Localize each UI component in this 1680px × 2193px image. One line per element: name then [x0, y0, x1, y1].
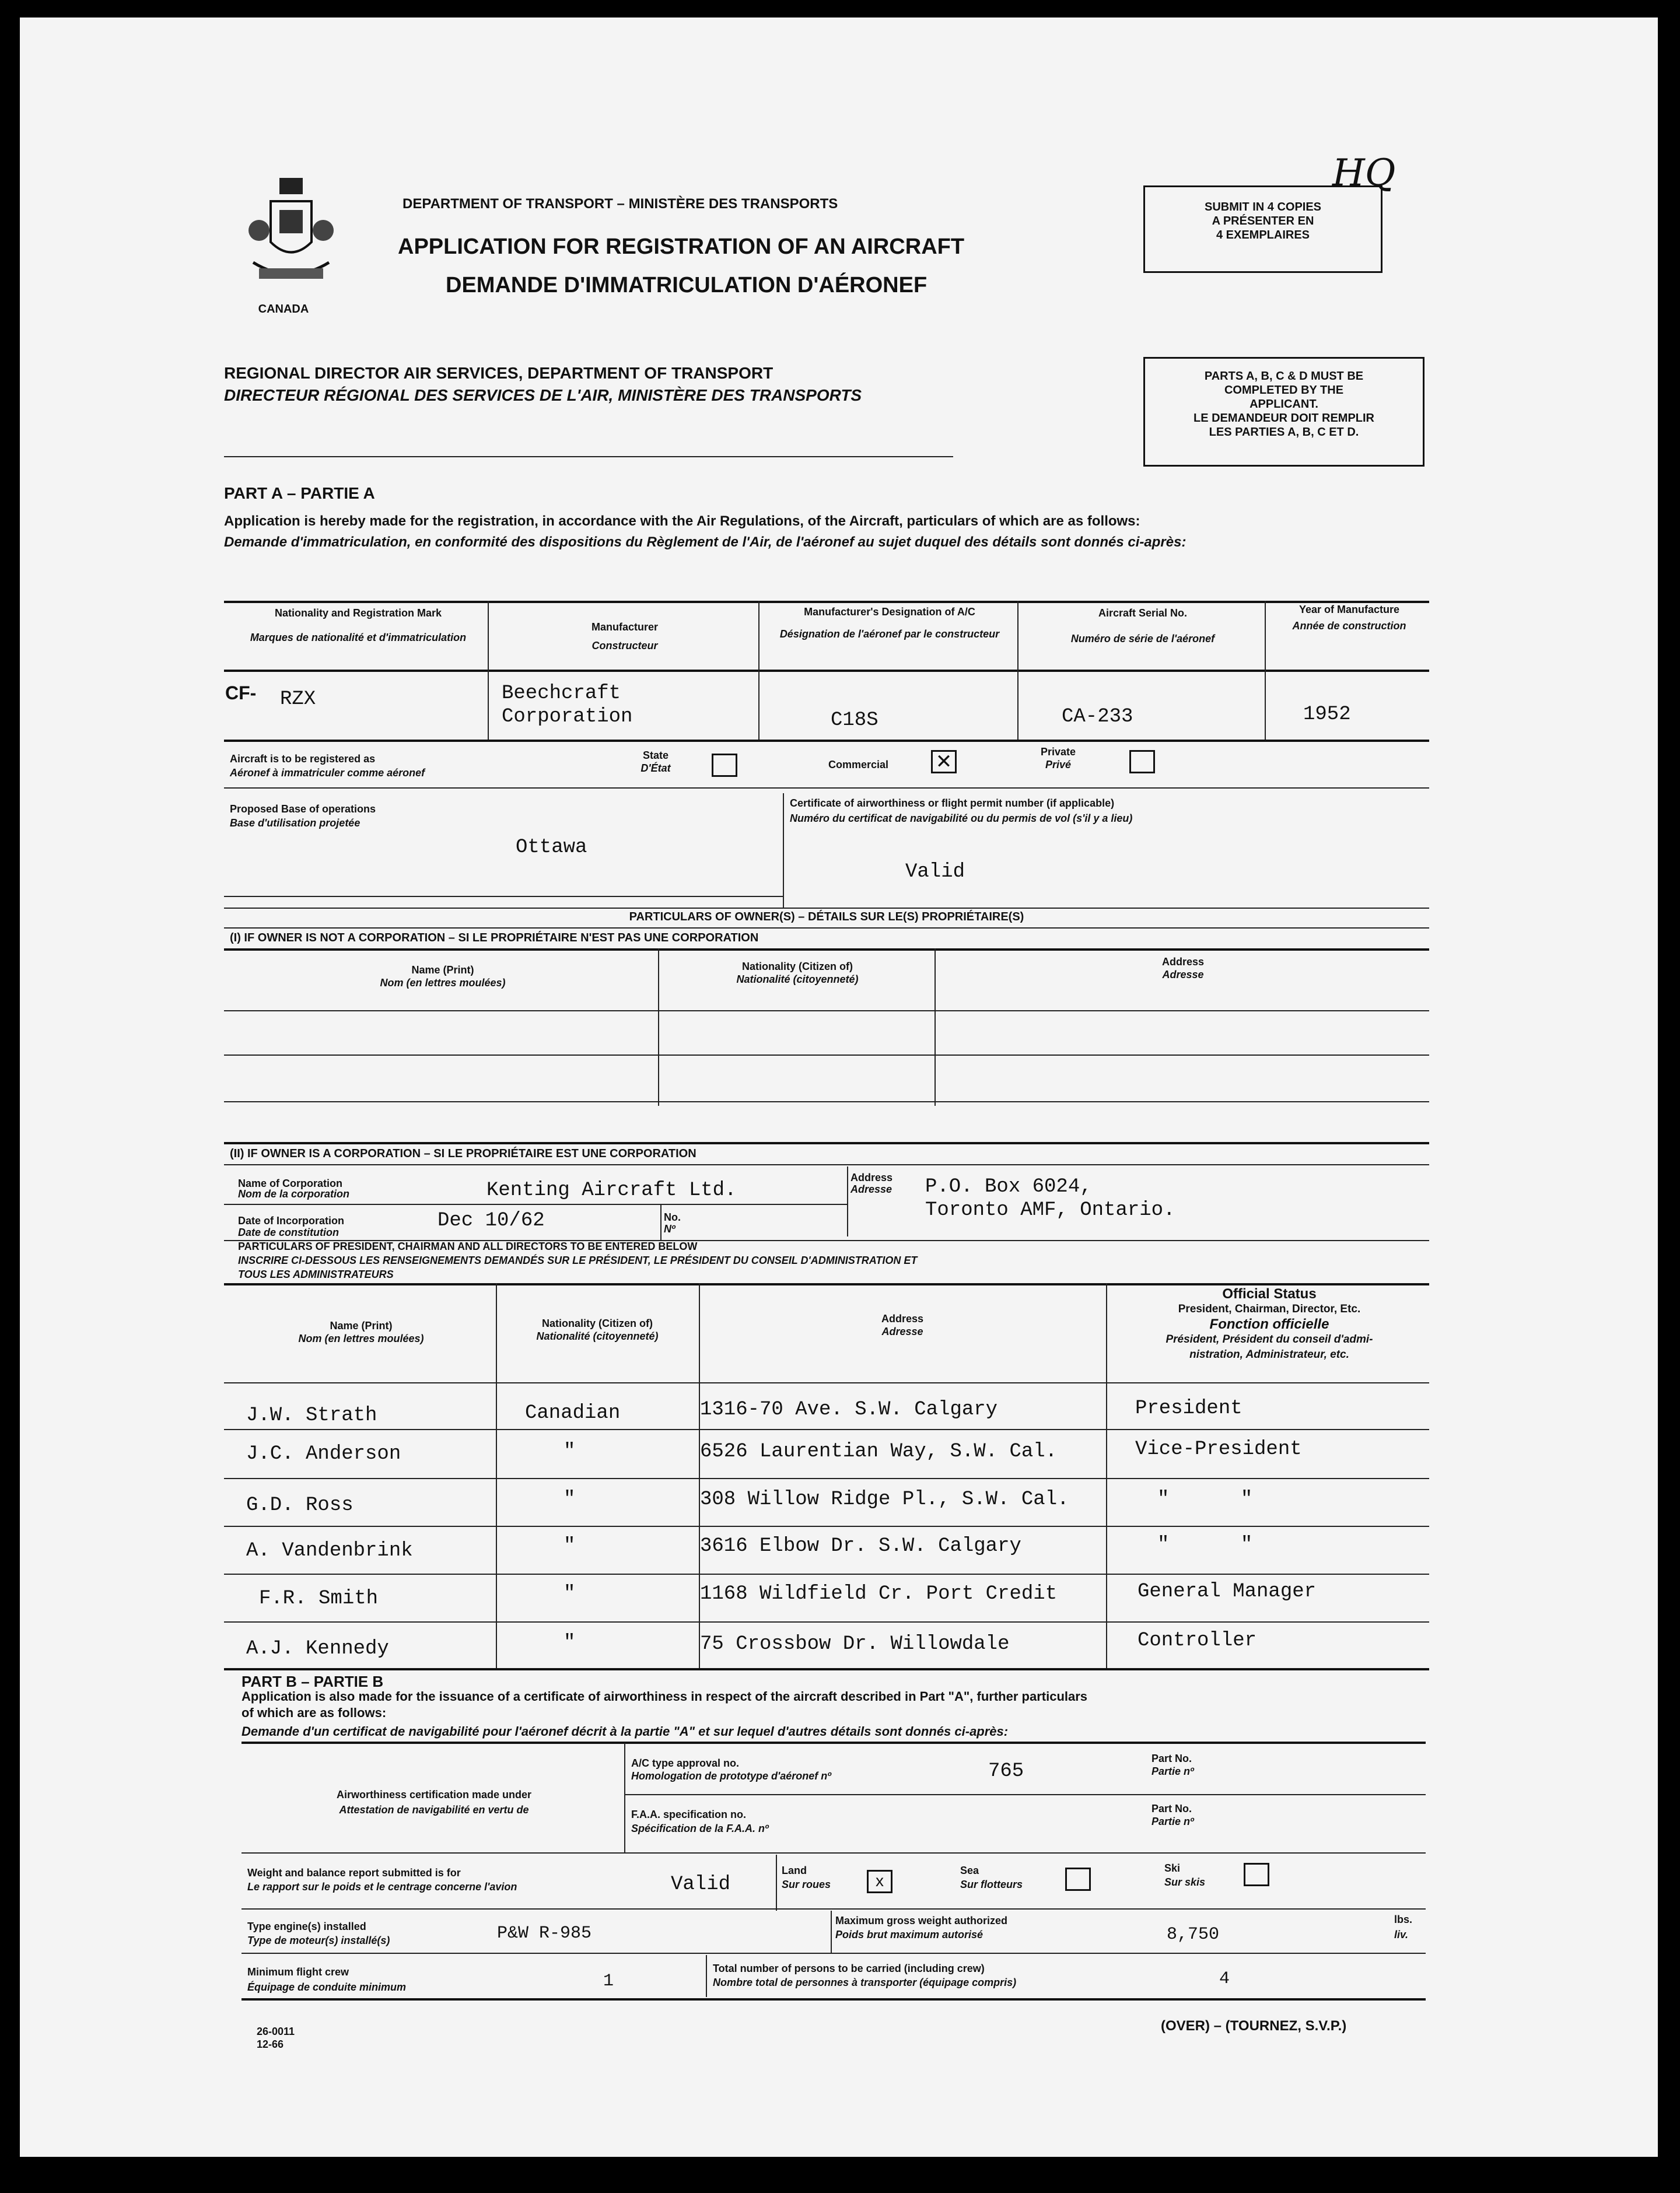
director-status: General Manager: [1138, 1581, 1317, 1603]
mgw-unit-liv: liv.: [1394, 1929, 1409, 1940]
director-address: 1168 Wildfield Cr. Port Credit: [700, 1583, 1058, 1605]
ac-type-label-en: A/C type approval no.: [631, 1757, 740, 1769]
director-name: G.D. Ross: [246, 1494, 354, 1516]
corp-name-value: Kenting Aircraft Ltd.: [487, 1179, 737, 1201]
crew-divider: [706, 1955, 707, 1997]
col-header-manufacturer: [494, 621, 756, 652]
sea-label-fr: Sur flotteurs: [960, 1879, 1023, 1890]
state-label-fr: D'État: [640, 762, 671, 774]
owners1-nat-en: Nationality (Citizen of): [742, 961, 853, 972]
owners1-name-en: Name (Print): [411, 964, 474, 976]
directors-addr-fr: Adresse: [881, 1326, 923, 1337]
col-year-en: Year of Manufacture: [1298, 604, 1400, 615]
directors-name-header: [230, 1319, 492, 1345]
submit-line-2: A PRÉSENTER EN: [1212, 215, 1314, 227]
sea-label-en: Sea: [960, 1865, 979, 1876]
directors-heading-fr1: INSCRIRE CI-DESSOUS LES RENSEIGNEMENTS DEMANDÉS SUR LE PRÉSIDENT, LE PRÉSIDENT DU CONSEIL D'ADMINISTRATION ET: [238, 1255, 918, 1266]
base-label-fr: Base d'utilisation projetée: [230, 817, 360, 829]
table-row: [224, 1386, 1429, 1432]
director-row-line-2: [224, 1478, 1429, 1479]
no-label-en: No.: [664, 1211, 681, 1223]
persons-label-en: Total number of persons to be carried (including crew): [713, 1963, 985, 1974]
corp-name-label-en: Name of Corporation: [238, 1178, 343, 1189]
ski-label-fr: Sur skis: [1164, 1876, 1206, 1888]
owners-heading: PARTICULARS OF OWNER(S) – DÉTAILS SUR LE(S) PROPRIÉTAIRE(S): [629, 910, 1024, 923]
engine-label-en: Type engine(s) installed: [247, 1921, 366, 1932]
engine-row-bottom: [242, 1953, 1426, 1954]
directors-rows: [224, 1386, 1429, 1668]
owners1-name-fr: Nom (en lettres moulées): [380, 977, 506, 989]
addressee-fr: DIRECTEUR RÉGIONAL DES SERVICES DE L'AIR, MINISTÈRE DES TRANSPORTS: [224, 386, 862, 404]
aw-divider: [624, 1743, 625, 1854]
faa-label-fr: Spécification de la F.A.A. nº: [631, 1823, 769, 1834]
owners-heading-line: [224, 927, 1429, 929]
directors-heading-fr2: TOUS LES ADMINISTRATEURS: [238, 1269, 394, 1280]
director-address: 6526 Laurentian Way, S.W. Cal.: [700, 1441, 1058, 1463]
col-designation-fr: Désignation de l'aéronef par le constructeur: [779, 628, 1000, 640]
corp-addr-label-fr: Adresse: [850, 1183, 892, 1195]
col-header-serial: [1023, 607, 1262, 645]
submit-line-3: 4 EXEMPLAIRES: [1216, 229, 1310, 241]
director-nationality: ": [564, 1632, 576, 1654]
mgw-value: 8,750: [1167, 1925, 1220, 1945]
ac-type-row-bottom: [624, 1794, 1426, 1795]
directors-status-header: [1110, 1287, 1429, 1362]
addressee-en: REGIONAL DIRECTOR AIR SERVICES, DEPARTMENT OF TRANSPORT: [224, 364, 774, 382]
director-address: 3616 Elbow Dr. S.W. Calgary: [700, 1535, 1021, 1557]
crew-value: 1: [603, 1971, 614, 1991]
directors-header-bottom: [224, 1382, 1429, 1383]
owners1-addr-en: Address: [1161, 956, 1205, 968]
part-b-intro-en1: Application is also made for the issuance of a certificate of airworthiness in respect of the aircraft described in Part "A", further particulars: [242, 1689, 1088, 1704]
land-label-fr: Sur roues: [782, 1879, 831, 1890]
col-manufacturer-en: Manufacturer: [591, 621, 659, 633]
sea-checkbox[interactable]: [1065, 1868, 1091, 1891]
directors-nat-en: Nationality (Citizen of): [542, 1318, 653, 1329]
col-designation-en: Manufacturer's Designation of A/C: [804, 606, 975, 618]
mgw-unit-lbs: lbs.: [1394, 1914, 1413, 1925]
director-address: 75 Crossbow Dr. Willowdale: [700, 1633, 1010, 1655]
commercial-checkbox[interactable]: ✕: [931, 750, 957, 773]
manufacturer-value-2: Corporation: [502, 706, 633, 728]
parts-line-5: LES PARTIES A, B, C ET D.: [1209, 426, 1359, 439]
crew-label-en: Minimum flight crew: [247, 1966, 349, 1978]
directors-status-en: Official Status: [1222, 1286, 1317, 1302]
aircraft-table-header-bottom: [224, 670, 1429, 672]
parts-line-4: LE DEMANDEUR DOIT REMPLIR: [1194, 412, 1374, 425]
table-row: [224, 1432, 1429, 1479]
private-label: [1035, 745, 1082, 771]
aircraft-table-bottom: [224, 740, 1429, 742]
directors-name-fr: Nom (en lettres moulées): [298, 1333, 424, 1344]
wb-divider: [776, 1855, 777, 1911]
cert-label-fr: Numéro du certificat de navigabilité ou du permis de vol (s'il y a lieu): [790, 812, 1133, 824]
part-b-intro-en2: of which are as follows:: [242, 1705, 387, 1720]
directors-addr-header: [701, 1312, 1104, 1338]
form-date: 12-66: [257, 2038, 284, 2050]
serial-value: CA-233: [1062, 706, 1133, 728]
submit-line-1: SUBMIT IN 4 COPIES: [1204, 201, 1322, 213]
col-year-fr: Année de construction: [1292, 620, 1406, 632]
director-name: J.C. Anderson: [246, 1443, 401, 1465]
designation-value: C18S: [831, 709, 878, 731]
corp-addr-divider: [847, 1166, 848, 1236]
col-divider-3: [1017, 601, 1019, 740]
part-b-table-top: [242, 1742, 1426, 1744]
table-row: [224, 1480, 1429, 1527]
corp-addr-line-1: P.O. Box 6024,: [925, 1176, 1092, 1198]
director-nationality: Canadian: [525, 1402, 621, 1424]
ski-label-en: Ski: [1164, 1862, 1181, 1874]
owners-top-line: [224, 908, 1429, 909]
director-name: A.J. Kennedy: [246, 1638, 389, 1660]
parts-required-box: [1143, 357, 1424, 467]
country-label: CANADA: [258, 303, 309, 316]
part-no-label-fr-1: Partie nº: [1152, 1765, 1194, 1777]
director-row-line-3: [224, 1526, 1429, 1527]
persons-value: 4: [1219, 1969, 1230, 1989]
col-nationality-fr: Marques de nationalité et d'immatriculation: [250, 632, 467, 643]
inc-date-value: Dec 10/62: [438, 1210, 545, 1232]
owners1-nat-header: [662, 960, 933, 986]
inc-date-label-fr: Date de constitution: [238, 1227, 340, 1238]
aw-label-fr: Attestation de navigabilité en vertu de: [339, 1804, 529, 1816]
part-no-label-en-2: Part No.: [1152, 1803, 1192, 1814]
nationality-prefix: CF-: [225, 682, 257, 703]
part-a-heading: PART A – PARTIE A: [224, 484, 375, 502]
directors-table-bottom: [224, 1668, 1429, 1670]
parts-line-1: PARTS A, B, C & D MUST BE: [1204, 370, 1364, 383]
cert-value: Valid: [905, 861, 965, 883]
mgw-label-en: Maximum gross weight authorized: [835, 1915, 1008, 1926]
corp-name-bottom: [224, 1204, 847, 1205]
base-value: Ottawa: [516, 836, 587, 859]
persons-label-fr: Nombre total de personnes à transporter (équipage compris): [713, 1977, 1017, 1988]
director-row-line-5: [224, 1621, 1429, 1623]
owners1-col-2: [935, 948, 936, 1106]
register-row-bottom: [224, 787, 1429, 789]
wb-label-fr: Le rapport sur le poids et le centrage concerne l'avion: [247, 1881, 517, 1893]
directors-addr-en: Address: [881, 1313, 924, 1325]
form-number: 26-0011: [257, 2026, 295, 2037]
owners1-row-1: [224, 1010, 1429, 1011]
title-fr: DEMANDE D'IMMATRICULATION D'AÉRONEF: [446, 273, 928, 297]
land-label-en: Land: [782, 1865, 807, 1876]
owners-section-2: (II) IF OWNER IS A CORPORATION – SI LE PROPRIÉTAIRE EST UNE CORPORATION: [230, 1147, 696, 1160]
part-a-intro-en: Application is hereby made for the registration, in accordance with the Air Regulations, of the Aircraft, particulars of which are as follows:: [224, 513, 1140, 529]
col-manufacturer-fr: Constructeur: [592, 640, 658, 651]
parts-line-2: COMPLETED BY THE: [1224, 384, 1344, 397]
directors-status-fr: Fonction officielle: [1209, 1316, 1329, 1332]
director-name: F.R. Smith: [259, 1588, 379, 1610]
part-b-intro-fr: Demande d'un certificat de navigabilité pour l'aéronef décrit à la partie "A" et sur lequel d'autres détails sont donnés ci-après:: [242, 1724, 1009, 1739]
director-name: J.W. Strath: [246, 1404, 377, 1427]
directors-status-fr2: Président, Président du conseil d'admi-: [1166, 1333, 1373, 1346]
col-divider-4: [1265, 601, 1266, 740]
director-status: Controller: [1138, 1630, 1257, 1652]
owners1-name-header: [230, 964, 656, 989]
owners1-row-2: [224, 1055, 1429, 1056]
private-label-fr: Privé: [1045, 759, 1072, 770]
director-nationality: ": [564, 1535, 576, 1557]
director-address: 1316-70 Ave. S.W. Calgary: [700, 1399, 998, 1421]
submit-copies-box: [1143, 185, 1382, 273]
land-checkbox[interactable]: x: [867, 1870, 892, 1893]
director-row-line-4: [224, 1574, 1429, 1575]
ski-checkbox[interactable]: [1244, 1863, 1269, 1886]
director-name: A. Vandenbrink: [246, 1540, 413, 1562]
mgw-label-fr: Poids brut maximum autorisé: [835, 1929, 984, 1940]
owners1-addr-fr: Adresse: [1162, 969, 1204, 980]
col-header-designation: [764, 605, 1015, 640]
col-nationality-en: Nationality and Registration Mark: [274, 607, 442, 619]
base-cert-divider: [783, 793, 784, 908]
engine-value: P&W R-985: [497, 1924, 592, 1943]
table-row: [224, 1624, 1429, 1668]
cert-label-en: Certificate of airworthiness or flight permit number (if applicable): [790, 797, 1115, 809]
wb-row-bottom: [242, 1908, 1426, 1910]
ac-type-label-fr: Homologation de prototype d'aéronef nº: [631, 1770, 831, 1782]
state-checkbox[interactable]: [712, 754, 737, 777]
wb-value: Valid: [671, 1873, 731, 1896]
private-checkbox[interactable]: [1129, 750, 1155, 773]
director-nationality: ": [564, 1441, 576, 1463]
registration-mark-value: RZX: [280, 688, 316, 710]
ac-type-value: 765: [988, 1760, 1024, 1782]
parts-line-3: APPLICANT.: [1250, 398, 1318, 411]
director-status: Vice-President: [1135, 1438, 1302, 1460]
col-serial-en: Aircraft Serial No.: [1098, 607, 1188, 619]
form-page: [20, 17, 1658, 2157]
directors-heading-en: PARTICULARS OF PRESIDENT, CHAIRMAN AND ALL DIRECTORS TO BE ENTERED BELOW: [238, 1241, 698, 1252]
part-no-label-en-1: Part No.: [1152, 1753, 1192, 1764]
owners2-top-line: [224, 1142, 1429, 1144]
coat-of-arms-icon: [247, 175, 335, 315]
base-row-bottom: [224, 896, 783, 897]
table-row: [224, 1528, 1429, 1575]
director-status: " ": [1157, 1534, 1253, 1556]
faa-label-en: F.A.A. specification no.: [631, 1809, 747, 1820]
director-address: 308 Willow Ridge Pl., S.W. Cal.: [700, 1488, 1069, 1511]
col-header-nationality: [230, 607, 487, 644]
directors-nat-fr: Nationalité (citoyenneté): [536, 1330, 659, 1342]
directors-name-en: Name (Print): [330, 1320, 393, 1332]
aircraft-table-top: [224, 601, 1429, 603]
engine-label-fr: Type de moteur(s) installé(s): [247, 1935, 390, 1946]
directors-status-fr3: nistration, Administrateur, etc.: [1189, 1348, 1349, 1361]
director-row-line-1: [224, 1429, 1429, 1430]
owners1-nat-fr: Nationalité (citoyenneté): [736, 973, 859, 985]
inc-no-divider: [660, 1205, 662, 1240]
inc-date-label-en: Date of Incorporation: [238, 1215, 345, 1227]
register-as-label-fr: Aéronef à immatriculer comme aéronef: [230, 767, 425, 779]
aw-label-en: Airworthiness certification made under: [336, 1789, 532, 1800]
table-row: [224, 1576, 1429, 1623]
aw-row-bottom: [242, 1852, 1426, 1854]
over-note: (OVER) – (TOURNEZ, S.V.P.): [1161, 2018, 1347, 2034]
corp-addr-line-2: Toronto AMF, Ontario.: [925, 1199, 1175, 1221]
register-as-label-en: Aircraft is to be registered as: [230, 753, 376, 765]
no-label-fr: Nº: [664, 1223, 676, 1235]
part-no-label-fr-2: Partie nº: [1152, 1816, 1194, 1827]
manufacturer-value-1: Beechcraft: [502, 682, 621, 705]
addressee-line: [224, 456, 953, 457]
owners-section-1: (I) IF OWNER IS NOT A CORPORATION – SI LE PROPRIÉTAIRE N'EST PAS UNE CORPORATION: [230, 931, 759, 944]
col-divider-2: [758, 601, 760, 740]
crew-label-fr: Équipage de conduite minimum: [247, 1981, 407, 1993]
owners2-heading-line: [224, 1164, 1429, 1165]
owners1-row-3: [224, 1101, 1429, 1102]
directors-status-en2: President, Chairman, Director, Etc.: [1178, 1303, 1361, 1315]
col-header-year: [1270, 603, 1428, 632]
state-label: [632, 749, 679, 775]
directors-nat-header: [498, 1317, 696, 1343]
title-en: APPLICATION FOR REGISTRATION OF AN AIRCRAFT: [398, 234, 965, 259]
director-nationality: ": [564, 1583, 576, 1605]
engine-divider: [831, 1911, 832, 1953]
part-b-heading: PART B – PARTIE B: [242, 1673, 384, 1690]
directors-table-top: [224, 1283, 1429, 1285]
director-status: President: [1135, 1397, 1242, 1420]
owners1-table-top: [224, 948, 1429, 951]
director-status: " ": [1157, 1488, 1253, 1511]
part-a-intro-fr: Demande d'immatriculation, en conformité des dispositions du Règlement de l'Air, de l'aéronef au sujet duquel des détails sont donnés ci-après:: [224, 534, 1186, 550]
owners1-addr-header: [938, 955, 1428, 981]
private-label-en: Private: [1040, 746, 1076, 758]
year-value: 1952: [1303, 703, 1351, 726]
col-divider-1: [488, 601, 489, 740]
corp-addr-label-en: Address: [850, 1172, 893, 1183]
base-label-en: Proposed Base of operations: [230, 803, 376, 815]
wb-label-en: Weight and balance report submitted is for: [247, 1867, 461, 1879]
col-serial-fr: Numéro de série de l'aéronef: [1070, 633, 1215, 644]
handwritten-initials: HQ: [1332, 152, 1396, 195]
owners1-col-1: [658, 948, 659, 1106]
department-line: DEPARTMENT OF TRANSPORT – MINISTÈRE DES TRANSPORTS: [402, 196, 838, 212]
part-b-table-bottom: [242, 1998, 1426, 2001]
director-nationality: ": [564, 1488, 576, 1511]
commercial-label: Commercial: [828, 759, 889, 770]
state-label-en: State: [642, 749, 668, 761]
corp-name-label-fr: Nom de la corporation: [238, 1188, 350, 1200]
